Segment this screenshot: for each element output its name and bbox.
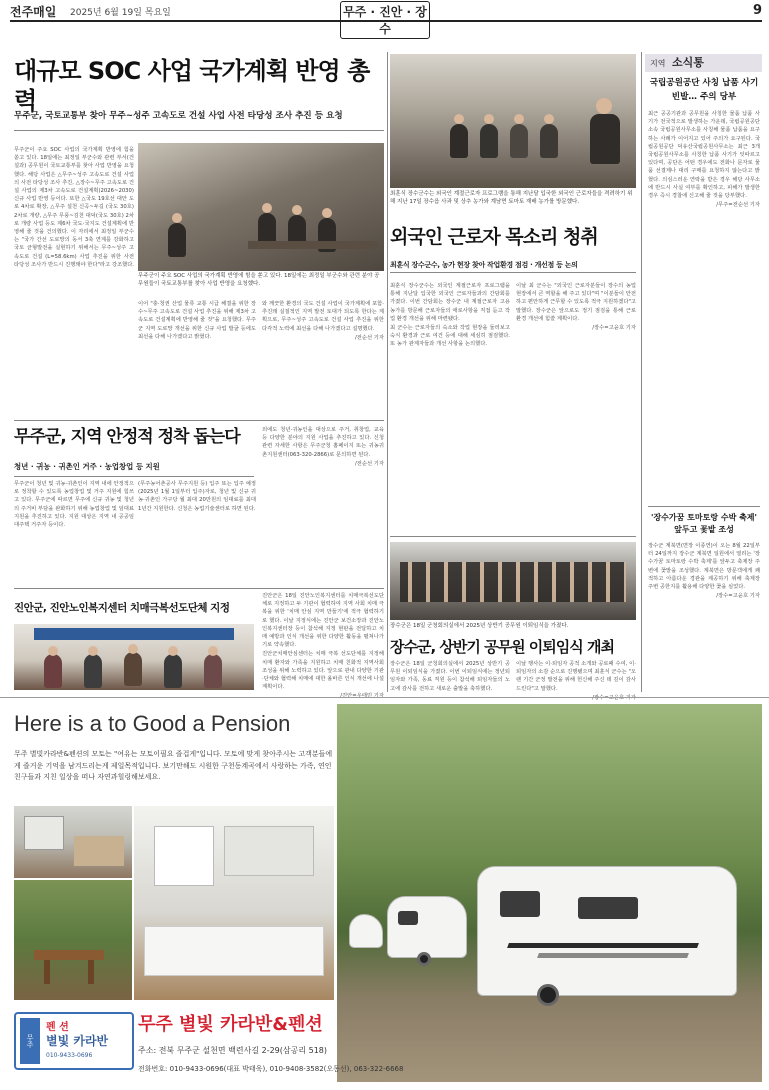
issue-date: 2025년 6월 19일 목요일 (70, 8, 171, 18)
article1-byline: /전순선 기자 (354, 334, 384, 341)
article5-paragraph-2: 이날 행사는 이·퇴임자 공적 소개와 공로패 수여, 이·퇴임자의 소감 순으로 진행됐으며 최훈식 군수는 "오랜 기간 군정 발전을 위해 헌신해 주신 데 깊이 감사드린다"고 말했다. (516, 661, 636, 692)
article3-title: 진안군, 진안노인복지센터 치매극복선도단체 지정 (14, 602, 230, 614)
article3-paragraph-2: 진안군치매안심센터는 치매 극복 선도단체를 지정해 치매 환자와 가족을 지원하고 치매 친화적 지역사회 조성을 위해 노력하고 있다. 앞으로 관내 다양한 기관·단체와 협력해 치매에 대한 올바른 인식 개선에 나설 계획이다. (262, 651, 384, 691)
sidebar-news2-paragraph: 장수군 계북면(면장 이종연)이 오는 8월 22일부터 24일까지 장수군 계북면 일원에서 열리는 '장수가꿈 토마토랑 수박 축제'를 앞두고 축제장 주변에 꽃밭을 조성했다. 계북면은 방문객에게 쾌적하고 아름다운 경관을 제공하기 위해 축제장 주변 공한지를 활용해 다양한 꽃을 심었다. (648, 543, 760, 591)
article5-photo (390, 542, 636, 620)
ad-phone: 전화번호: 010-9433-0696(대표 박태욱), 010-9408-3582(오동선), 063-322-6668 (138, 1065, 404, 1073)
sidebar-news1-byline: /무주=전순선 기자 (716, 202, 760, 209)
article5-body (390, 660, 510, 694)
divider (648, 506, 760, 507)
ad-photo-interior (14, 806, 132, 878)
article2-title: 무주군, 지역 안정적 정착 돕는다 (14, 427, 240, 447)
sidebar-header (645, 54, 762, 72)
sidebar-news2-title: '장수가꿈 토마토랑 수박 축제' 앞두고 꽃밭 조성 (651, 513, 757, 534)
article5-caption: 장수군은 18일 군청회의실에서 2025년 상반기 공무원 이퇴임식을 가졌다. (390, 623, 569, 629)
ad-logo-sign (14, 1012, 134, 1070)
article2-paragraph: 무주군이 청년 및 귀농·귀촌인이 지역 내에 안정적으로 정착할 수 있도록 농업창업 및 거주 지원에 힘쓰고 있다. 무주군에 따르면 무주에 신규 귀농 및 청년의 주거비 부담을 완화하기 위해 농업창업 및 임대료 지원을 추진하고 있다. 지원 대상은 지역 내 공공임대주택 거주자 등이다. (14, 481, 134, 529)
article5-byline: /장수=고윤호 기자 (592, 694, 636, 701)
article2-byline: /전순선 기자 (354, 460, 384, 467)
sign-left-label: 무주 (20, 1018, 40, 1064)
article4-body-col2 (516, 282, 636, 532)
article1-subtitle: 무주군, 국토교통부 찾아 무주~성주 고속도로 건설 사업 사전 타당성 조사 추진 등 요청 (14, 111, 343, 121)
article1-paragraph-2: 이어 "충·청권 산업 물류 교통 시급 해결을 위한 장수~무주 고속도로 건설 사업 추진을 위해 제3차 고속도로 건설계획에 반영해 줄 것"을 요청했다. 무주군 지역 도로망 개선을 위한 신규 사업 발굴 등에도 최선을 다해 나가겠다고 밝혔다. (138, 301, 256, 340)
ad-brand-name: 무주 별빛 카라반&펜션 (138, 1014, 323, 1035)
newspaper-logo: 전주매일 (10, 5, 57, 19)
sidebar-news2-body (648, 542, 760, 692)
ad-body: 무주 별빛카라반&펜션의 모토는 "여유는 모토이필요 즐겁게"입니다. 모토에 맞게 찾아주시는 고객분들에게 즐거운 기억을 남겨드리는게 제일목적입니다. 보기만해도 시원한 구천동계곡에서 사랑하는 가족, 연인 친구들과 지친 일상을 떠나 자연과힐링해보세요. (14, 750, 333, 781)
sign-top-label: 펜 션 (46, 1022, 69, 1033)
article4-byline: /장수=고윤호 기자 (592, 325, 636, 332)
article4-caption: 최훈식 장수군수는 외국인 계절근로자 프로그램을 통해 지난달 입국한 외국인 근로자들을 격려하기 위해 지난 17일 장수읍 사과 및 상추 농가와 계남면 토마토 재배 농가를 방문했다. (390, 191, 633, 205)
article2-body (14, 480, 134, 584)
article5-body-col2 (516, 660, 636, 701)
column-divider (641, 52, 642, 692)
sign-phone: 010-9433-0696 (46, 1052, 93, 1059)
article3-body (262, 592, 384, 700)
page-number: 9 (752, 3, 762, 18)
article4-body (390, 282, 510, 532)
sidebar-section-name: 소식통 (672, 56, 704, 69)
section-label: 무주 · 진안 · 장수 (340, 1, 430, 39)
article2-paragraph-3: 외에도 청년·귀농인을 대상으로 주거, 취창업, 교육 등 다양한 분야의 지원 사업을 추진하고 있다. 신청 관련 자세한 사항은 무주군청 홈페이지 또는 귀농귀촌지원센터(063-320-2866)로 문의하면 된다. (262, 427, 384, 458)
ad-photo-bbq-area (14, 880, 132, 1000)
article1-photo (138, 143, 384, 271)
article2-body-col2 (138, 480, 256, 584)
article5-title: 장수군, 상반기 공무원 이퇴임식 개최 (390, 638, 614, 656)
article1-body-col3 (262, 300, 384, 416)
article4-paragraph-3: 이날 최 군수는 "외국인 근로자분들이 장수의 농업 현장에서 큰 역할을 해 주고 있다"며 "이분들이 안전하고 편안하게 근무할 수 있도록 적극 지원하겠다"고 말했다. 장수군은 앞으로도 정기 점검을 통해 근로 환경 개선에 힘쓸 계획이다. (516, 283, 636, 322)
article1-body (14, 146, 134, 416)
article3-photo (14, 624, 254, 690)
sidebar-news2-byline: /장수=고윤호 기자 (716, 593, 760, 600)
article4-paragraph-2: 최 군수는 근로자들의 숙소와 작업 현장을 둘러보고 숙식 환경과 근로 여건 등에 대해 세심히 점검했다. 또 농가 관계자들과 개선 사항을 논의했다. (390, 325, 510, 348)
divider (14, 588, 384, 589)
divider (14, 420, 384, 421)
article2-paragraph-2: (무주농어촌공사 무주지원 등) 입주 또는 입주 예정(2025년 1월 1일부터 입주)자로, 청년 및 신규 귀농·귀촌인 가구당 월 최대 20만원의 임대료를 최대 1년간 지원한다. 신청은 농업기술센터로 하면 된다. (138, 481, 256, 512)
page-header (10, 0, 762, 36)
sidebar-news1-title: 국립공원공단 사칭 납품 사기 빈발… 주의 당부 (649, 78, 759, 102)
article4-paragraph: 최훈식 장수군수는 외국인 계절근로자 프로그램을 통해 지난달 입국한 외국인 근로자들과의 간담회를 가졌다. 이번 간담회는 장수군 내 계절근로자 고용 농가를 방문해 근로자들의 애로사항을 직접 듣고 작업 환경 개선을 위해 마련됐다. (390, 283, 510, 322)
sidebar-news1-body (648, 110, 760, 510)
sidebar-section-label: 지역 (650, 59, 666, 68)
article2-body-col3 (262, 426, 384, 584)
sign-main-label: 별빛 카라반 (46, 1034, 109, 1048)
article3-paragraph: 진안군은 18일 진안노인복지센터를 치매극복선도단체로 지정하고 두 기관이 협력하여 지역 사회 치매 극복을 위한 '치매 안심 지역 만들기'에 적극 협력하기로 했다. 이날 지정식에는 진안군 보건소장과 진안노인복지센터장 등이 참석해 지정 현판을 전달하고 치매 예방과 인식 개선을 위한 다양한 활동을 펼쳐나가기로 약속했다. (262, 593, 384, 649)
divider (390, 536, 636, 537)
ad-photo-bedroom (134, 806, 334, 1000)
ad-address: 주소: 전북 무주군 설천면 백련사길 2-29(삼공리 518) (138, 1046, 327, 1055)
divider (390, 272, 636, 273)
article3-byline: /진안=우태민 기자 (340, 693, 384, 700)
article1-title: 대규모 SOC 사업 국가계획 반영 총력 (14, 57, 370, 115)
sidebar-news1-paragraph: 최근 공공기관과 공무원을 사칭한 물품 납품 사기가 전국적으로 발생하는 가운데, 국립공원공단 소속 국립공원사무소를 사칭해 물품 납품을 요구하는 사례가 이어지고 있어 주의가 요구된다. 국립공원공단 덕유산국립공원사무소는 최근 3개 국립공원사무소를 사칭한 납품 사기가 잇따르고 있다며, 공단은 어떤 경우에도 전화나 문자로 물품 선결제나 대리 구매를 요청하지 않는다고 밝혔다. 의심스러운 연락을 받은 경우 해당 사무소에 반드시 사실 여부를 확인하고, 피해가 발생한 경우 즉시 경찰에 신고해 줄 것을 당부했다. (648, 111, 760, 200)
article1-caption: 무주군이 주요 SOC 사업의 국가계획 반영에 힘을 쏟고 있다. 18일에는 최정일 부군수와 관련 분야 공무원들이 국토교통부를 찾아 사업 반영을 요청했다. (138, 273, 380, 287)
article1-body-col2 (138, 300, 256, 416)
article5-paragraph: 장수군은 18일 군청회의실에서 2025년 상반기 공무원 이퇴임식을 가졌다. 이번 이퇴임식에는 정년퇴임자와 가족, 동료 직원 등이 참석해 퇴임자들의 노고에 감사를 전하고 새로운 출발을 축하했다. (390, 661, 510, 692)
ad-headline: Here is a to Good a Pension (14, 711, 291, 736)
article4-title: 외국인 근로자 목소리 청취 (390, 226, 598, 248)
article1-paragraph: 무주군이 주요 SOC 사업의 국가계획 반영에 힘을 쏟고 있다. 18일에는 최정일 부군수와 관련 부서(건설과) 공무원이 국토교통부를 찾아 사업 반영을 요청했다. 해당 사업은 △무주~성주 고속도로 건설 사업의 사전 타당성 조사 추진, △장수~무주 고속도로 건설 사업의 제3차 고속도로 건설계획(2026~2030) 신규 사업 반영 등이다. 또한 △국도 19호선 대안 도로 4차로 확장, △무주 설천 신곡~두길 (국도 30호) 2차로 개량, △무주 무풍~김천 대덕(국도 30호) 2차로 개량 사업 등도 제6차 국도·국지도 건설계획에 반영해 줄 것을 건의했다. 이 자리에서 최정일 부군수는 "국가 간선 도로망의 동서 3축 연계를 강화하고 국토 균형발전을 실현하기 위해서는 무주~성주 고속도로 건설 (L=58.6km) 사업 추진을 위한 사전 타당성 조사가 반드시 진행돼야 한다"라고 강조했다. (14, 147, 134, 268)
article4-subtitle: 최훈식 장수군수, 농가 현장 찾아 작업환경 점검 · 개선점 등 논의 (390, 261, 578, 269)
ad-photo-caravans (337, 704, 762, 1082)
article1-paragraph-3: 와 깨끗한 환경의 국도 건설 사업이 국가계획에 포함·추진돼 실질적인 지역 발전 토대가 되도록 한다는 계획으로, 무주~성주 고속도로 건설 사업 추진을 위한 다각적 노력에 최선을 다해 나가겠다고 설명했다. (262, 301, 384, 332)
column-divider (387, 52, 388, 692)
article2-subtitle: 청년 · 귀농 · 귀촌인 거주 · 농업창업 등 지원 (14, 462, 160, 471)
article4-photo (390, 54, 636, 188)
divider (14, 476, 254, 477)
divider (14, 130, 384, 131)
